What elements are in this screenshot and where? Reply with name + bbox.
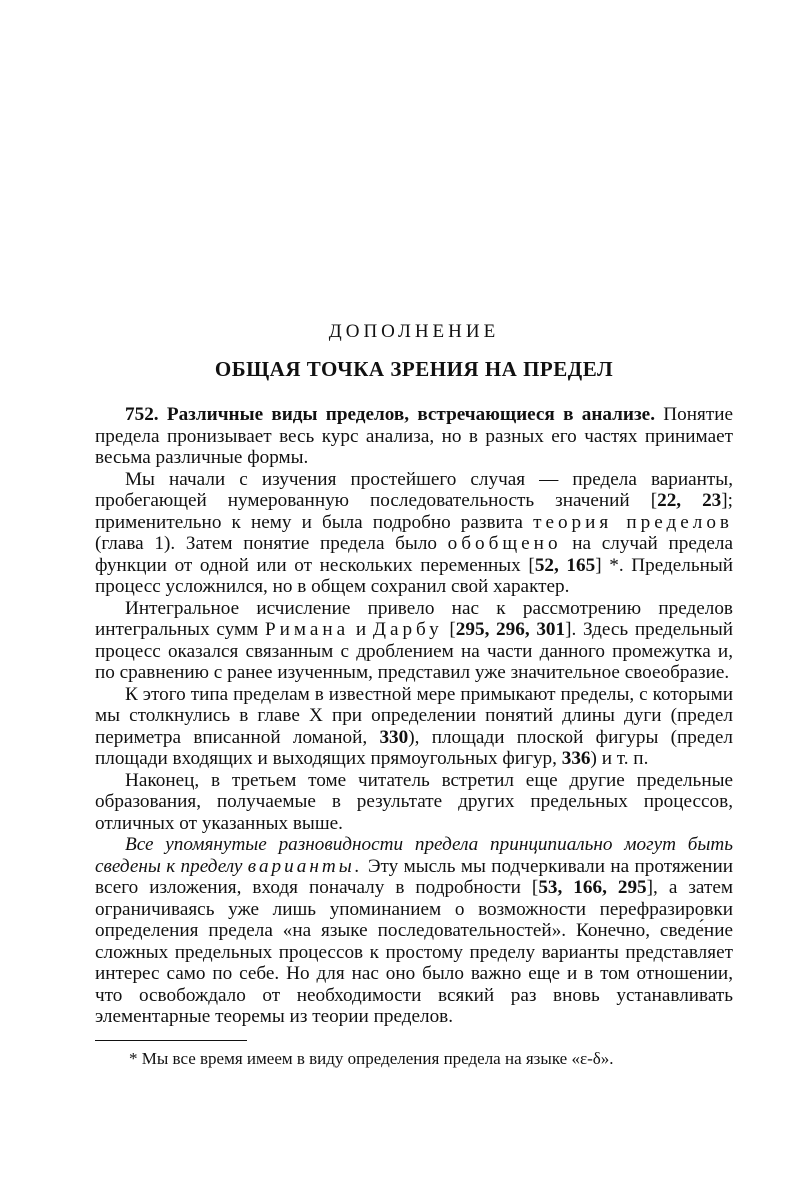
text-run: К этого типа пределам в известной мере примыкают пределы, с которыми мы столкнулись в главе X при определении понятий длины дуги (предел периметра вписанной ломаной,: [95, 683, 733, 748]
paragraph-6: [95, 834, 733, 1028]
text-run: на случай предела функции от одной или от нескольких переменных [: [95, 533, 733, 576]
section-reference: 22, 23: [657, 490, 722, 511]
spaced-emphasis: обобщено: [447, 533, 562, 554]
text-run: Эту мысль мы подчеркивали на протяжении всего изложения, входя поначалу в подробности [: [95, 855, 733, 898]
text-run: ) и т. п.: [590, 748, 649, 769]
footnote-divider: [95, 1040, 247, 1041]
paragraph-text: Понятие предела пронизывает весь курс анализа, но в разных его частях принимает весьма различные формы.: [95, 404, 734, 468]
page-content: [95, 320, 733, 1069]
text-run: и: [349, 619, 373, 640]
text-run: Мы начали с изучения простейшего случая — предела варианты, пробегающей нумерованную последовательность значений [: [95, 468, 733, 511]
text-run: ]. Здесь предельный процесс оказался связанным с дроблением на части данного промежутка и, по сравнению с ранее изученным, представил уже значительное своеобразие.: [95, 619, 733, 683]
text-run: ), площади плоской фигуры (предел площади входящих и выходящих прямоугольных фигур,: [95, 726, 733, 769]
paragraph-heading: 752. Различные виды пределов, встречающиеся в анализе.: [125, 404, 655, 425]
footnote: * Мы все время имеем в виду определения предела на языке «ε-δ».: [129, 1048, 614, 1068]
section-reference: 336: [561, 748, 591, 769]
paragraph-2: [95, 469, 733, 598]
text-run: ] *. Предельный процесс усложнился, но в общем сохранил свой характер.: [95, 554, 734, 597]
italic-statement: Все упомянутые разновидности предела принципиально могут быть сведены к пределу: [95, 834, 733, 877]
spaced-emphasis: теория пределов: [533, 511, 733, 533]
text-run: ], а затем ограничиваясь уже лишь упоминанием о возможности перефразировки определения предела «на языке последовательностей». Конечно, сведе́ние сложных предельных процессов к простому пределу варианты представляет интерес само по себе. Но для нас оно было важно еще и в том отношении, что освобождало от необходимости всякий раз вновь устанавливать элементарные теоремы из теории пределов.: [95, 877, 733, 1027]
spaced-name: Дарбу: [372, 619, 443, 640]
text-run: Интегральное исчисление привело нас к рассмотрению пределов интегральных сумм: [95, 597, 733, 640]
paragraph-1: [95, 404, 733, 469]
spaced-name: Римана: [264, 619, 350, 640]
paragraph-4: [95, 684, 733, 770]
paragraph-5: Наконец, в третьем томе читатель встретил еще другие предельные образования, получаемые в результате других предельных процессов, отличных от указанных выше.: [95, 769, 733, 834]
paragraph-3: [95, 598, 733, 684]
section-title: ОБЩАЯ ТОЧКА ЗРЕНИЯ НА ПРЕДЕЛ: [214, 357, 614, 381]
section-reference: 53, 166, 295: [538, 877, 647, 898]
section-supertitle: ДОПОЛНЕНИЕ: [328, 321, 500, 342]
section-reference: 330: [379, 726, 409, 748]
spaced-italic-emphasis: варианты.: [247, 855, 363, 877]
text-run: (глава 1). Затем понятие предела было: [95, 533, 448, 554]
text-run: ]; применительно к нему и была подробно развита: [95, 490, 734, 533]
text-run: [: [442, 619, 456, 640]
section-reference: 295, 296, 301: [455, 619, 566, 640]
section-reference: 52, 165: [534, 554, 596, 576]
